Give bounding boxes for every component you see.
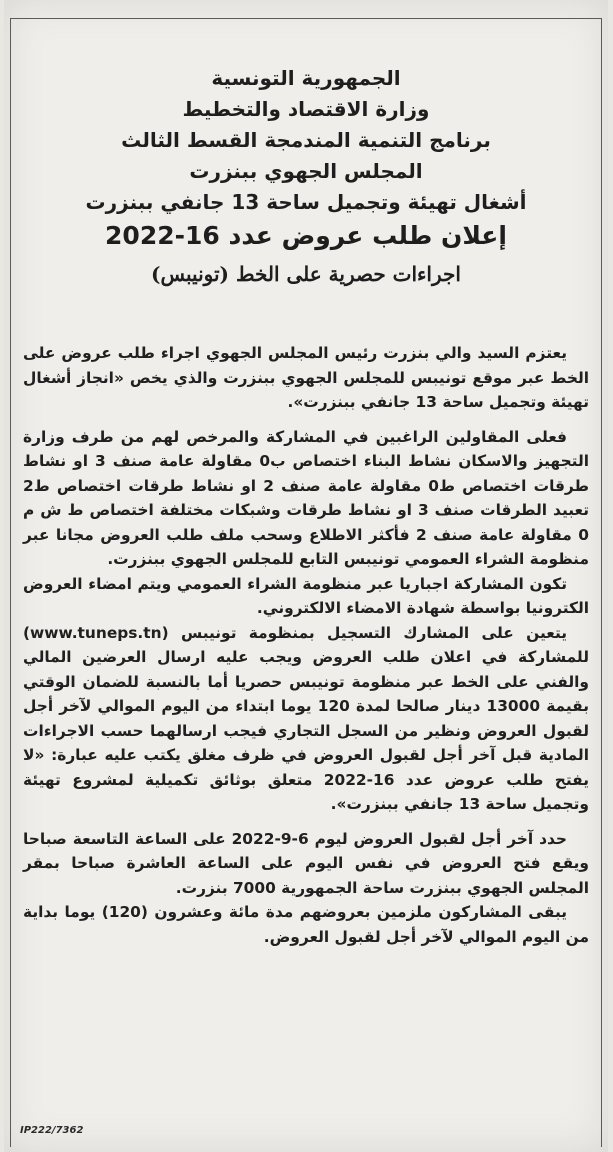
- tender-title: إعلان طلب عروض عدد 16-2022: [105, 221, 507, 250]
- newspaper-clipping: [4, 0, 608, 1152]
- council-name: المجلس الجهوي ببنزرت: [189, 159, 423, 183]
- paragraph-deadline: حدد آخر أجل لقبول العروض ليوم 6-9-2022 على الساعة التاسعة صباحا ويقع فتح العروض في نفس اليوم على الساعة العاشرة صباحا بمقر المجلس الجهوي ببنزرت ساحة الجمهورية 7000 بنزرت.: [23, 829, 589, 897]
- procedure-subtitle: اجراءات حصرية على الخط (تونيبس): [151, 262, 461, 286]
- reference-number: IP222/7362: [20, 1125, 84, 1136]
- tuneps-link[interactable]: (www.tuneps.tn): [23, 623, 169, 642]
- republic-name: الجمهورية التونسية: [211, 66, 401, 90]
- paragraph-electronic-signature: تكون المشاركة اجباريا عبر منظومة الشراء العمومي ويتم امضاء العروض الكترونيا بواسطة شهادة الامضاء الالكتروني.: [23, 574, 589, 617]
- notice-header: [11, 63, 601, 294]
- registration-details: للمشاركة في اعلان طلب العروض ويجب عليه ارسال العرضين المالي والفني على الخط عبر منظومة تونيبس حصريا أما بالنسبة للضمان الوقتي بقيمة 13000 دينار صالحا لمدة 120 يوما ابتداء من اليوم الموالي لآخر أجل لقبول العروض ونظير من السجل التجاري فيجب ارسالهما حسب الاجراءات المادية قبل آخر أجل لقبول العروض في ظرف مغلق يكتب عليه عبارة: «لا يفتح طلب عروض عدد 16-2022 متعلق بوثائق تكميلية لمشروع تهيئة وتجميل ساحة 13 جانفي ببنزرت».: [23, 648, 589, 813]
- paragraph-intro: يعتزم السيد والي بنزرت رئيس المجلس الجهوي اجراء طلب عروض على الخط عبر موقع تونيبس للمجلس الجهوي ببنزرت والذي يخص «انجاز أشغال تهيئة وتجميل ساحة 13 جانفي ببنزرت».: [23, 344, 589, 411]
- paragraph-validity: يبقى المشاركون ملزمين بعروضهم مدة مائة وعشرون (120) يوما بداية من اليوم الموالي لآخر أجل لقبول العروض.: [23, 903, 589, 946]
- notice-frame: [10, 18, 602, 1147]
- project-title: أشغال تهيئة وتجميل ساحة 13 جانفي ببنزرت: [85, 190, 527, 214]
- program-name: برنامج التنمية المندمجة القسط الثالث: [121, 128, 491, 152]
- notice-body: [23, 341, 589, 949]
- registration-text: يتعين على المشارك التسجيل بمنظومة تونيبس: [180, 623, 568, 642]
- paragraph-registration: [23, 621, 589, 817]
- ministry-name: وزارة الاقتصاد والتخطيط: [182, 97, 430, 121]
- paragraph-eligibility: فعلى المقاولين الراغبين في المشاركة والمرخص لهم من طرف وزارة التجهيز والاسكان نشاط البناء اختصاص ب0 مقاولة عامة صنف 3 او نشاط طرقات اختصاص ط0 مقاولة عامة صنف 2 او نشاط طرقات اختصاص ط2 تعبيد الطرقات صنف 3 او نشاط طرقات وشبكات مختلفة اختصاص ط ش م 0 مقاولة عامة صنف 2 فأكثر الاطلاع وسحب ملف طلب العروض مجانا عبر منظومة الشراء العمومي تونيبس التابع للمجلس الجهوي ببنزرت.: [23, 427, 590, 568]
